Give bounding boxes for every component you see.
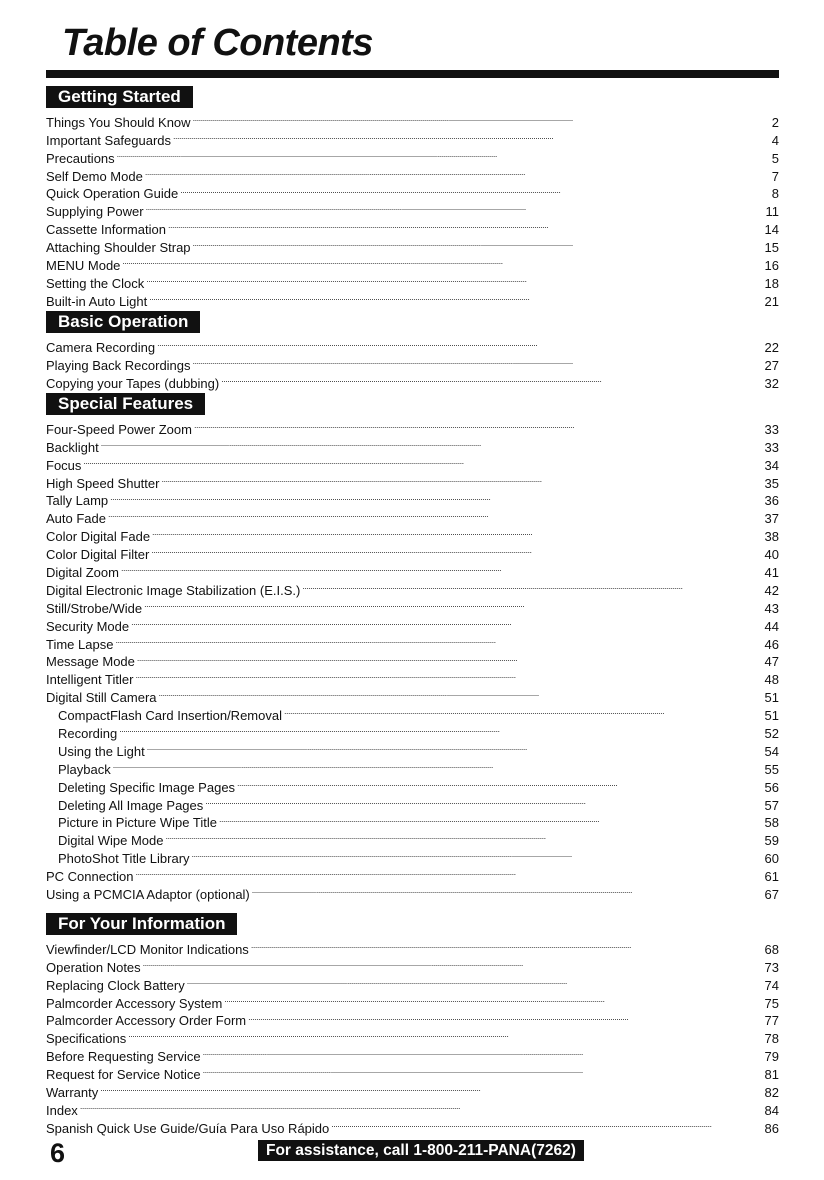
entry-page-number: 11 [765, 204, 779, 220]
dot-leader [135, 863, 762, 881]
toc-subentry[interactable] [46, 738, 779, 759]
section-special-features [46, 391, 779, 903]
toc-entry[interactable] [46, 252, 779, 274]
entry-page-number: 54 [764, 743, 779, 759]
dot-leader [152, 523, 762, 541]
dot-leader [331, 1115, 762, 1133]
entry-title: Specifications [46, 1031, 127, 1047]
dot-leader [119, 720, 762, 738]
toc-entry[interactable] [46, 972, 779, 993]
entry-title: MENU Mode [46, 258, 121, 274]
dot-leader [193, 234, 763, 252]
dot-leader [144, 595, 762, 613]
dot-leader [193, 109, 763, 127]
entry-title: Time Lapse [46, 636, 114, 652]
dot-leader [83, 452, 762, 470]
toc-entry[interactable] [46, 1115, 779, 1136]
entry-title: Backlight [46, 439, 99, 455]
dot-leader [121, 559, 763, 577]
entry-page-number: 75 [764, 995, 779, 1011]
entry-page-number: 74 [764, 977, 779, 993]
page-number: 6 [50, 1138, 66, 1168]
toc-entry[interactable] [46, 577, 779, 598]
entry-page-number: 33 [764, 421, 779, 437]
entry-title: Camera Recording [46, 339, 156, 355]
dot-leader [203, 1043, 763, 1061]
entry-page-number: 86 [764, 1120, 779, 1136]
entry-page-number: 57 [764, 797, 779, 813]
entry-page-number: 33 [764, 439, 779, 455]
toc-entry[interactable] [46, 684, 779, 706]
entry-title: Auto Fade [46, 511, 106, 527]
dot-leader [193, 352, 763, 370]
entry-title: Built-in Auto Light [46, 293, 148, 309]
dot-leader [284, 702, 763, 720]
title-rule [46, 70, 779, 78]
dot-leader [122, 252, 762, 270]
entry-title: Picture in Picture Wipe Title [58, 815, 217, 831]
entry-page-number: 18 [764, 275, 779, 291]
dot-leader [147, 738, 763, 756]
entry-page-number: 51 [764, 708, 779, 724]
toc-entry[interactable] [46, 595, 779, 616]
entry-title: Color Digital Fade [46, 529, 151, 545]
dot-leader [149, 288, 762, 306]
toc-entry[interactable] [46, 434, 779, 455]
dot-leader [145, 163, 763, 181]
dot-leader [113, 756, 763, 774]
toc-entry[interactable] [46, 666, 779, 688]
toc-entry[interactable] [46, 163, 779, 184]
entry-title: Playing Back Recordings [46, 357, 191, 373]
entry-page-number: 52 [764, 726, 779, 742]
entry-page-number: 55 [764, 761, 779, 777]
dot-leader [101, 434, 763, 452]
dot-leader [135, 666, 762, 684]
entry-page-number: 51 [764, 690, 779, 706]
entry-title: Digital Still Camera [46, 690, 157, 706]
entry-title: Focus [46, 457, 82, 473]
entry-title: Quick Operation Guide [46, 186, 179, 202]
toc-entry[interactable] [46, 631, 779, 652]
entry-page-number: 8 [771, 186, 779, 202]
entry-title: Request for Service Notice [46, 1067, 201, 1083]
section-getting-started [46, 84, 779, 309]
entry-page-number: 47 [764, 654, 779, 670]
entry-page-number: 22 [764, 339, 779, 355]
dot-leader [161, 470, 762, 488]
dot-leader [131, 613, 762, 631]
dot-leader [168, 216, 763, 234]
entry-page-number: 42 [764, 582, 779, 598]
toc-entry[interactable] [46, 863, 779, 885]
dot-leader [252, 881, 763, 899]
entry-page-number: 79 [764, 1049, 779, 1065]
toc-entry[interactable] [46, 288, 779, 309]
toc-entry[interactable] [46, 198, 779, 220]
dot-leader [224, 990, 762, 1008]
entry-title: High Speed Shutter [46, 475, 160, 491]
dot-leader [100, 1079, 762, 1097]
entry-title: Still/Strobe/Wide [46, 600, 143, 616]
dot-leader [205, 792, 762, 810]
toc-entry[interactable] [46, 488, 779, 509]
entry-title: Things You Should Know [46, 114, 191, 130]
dot-leader [128, 1025, 762, 1043]
toc-entry[interactable] [46, 505, 779, 527]
toc-entry[interactable] [46, 109, 779, 130]
entry-page-number: 41 [764, 565, 779, 581]
entry-title: Deleting All Image Pages [58, 797, 204, 813]
toc-entry[interactable] [46, 352, 779, 373]
entry-title: Before Requesting Service [46, 1049, 201, 1065]
entry-title: PC Connection [46, 869, 134, 885]
entry-page-number: 78 [764, 1031, 779, 1047]
entry-title: Tally Lamp [46, 493, 109, 509]
dot-leader [173, 127, 763, 145]
dot-leader [108, 505, 763, 523]
toc-entry[interactable] [46, 452, 779, 473]
toc-subentry[interactable] [46, 774, 779, 795]
entry-page-number: 46 [764, 636, 779, 652]
toc-entry[interactable] [46, 559, 779, 581]
entry-title: Copying your Tapes (dubbing) [46, 375, 220, 391]
entry-page-number: 68 [764, 941, 779, 957]
toc-entry[interactable] [46, 216, 779, 238]
toc-entry[interactable] [46, 881, 779, 903]
toc-subentry[interactable] [46, 756, 779, 777]
dot-leader [146, 198, 763, 216]
entry-page-number: 15 [764, 240, 779, 256]
entry-page-number: 56 [764, 779, 779, 795]
section-heading-label: Getting Started [46, 86, 193, 108]
entry-page-number: 34 [764, 457, 779, 473]
entry-title: Palmcorder Accessory Order Form [46, 1013, 247, 1029]
entry-title: Supplying Power [46, 204, 144, 220]
entry-title: Deleting Specific Image Pages [58, 779, 236, 795]
dot-leader [180, 181, 763, 199]
toc-entry[interactable] [46, 145, 779, 166]
entry-page-number: 16 [764, 258, 779, 274]
page-title: Table of Contents [62, 22, 373, 64]
entry-title: Using the Light [58, 743, 145, 759]
entry-title: Cassette Information [46, 222, 166, 238]
toc-entry[interactable] [46, 270, 779, 291]
toc-subentry[interactable] [46, 720, 779, 742]
entry-title: Digital Wipe Mode [58, 833, 164, 849]
toc-entry[interactable] [46, 334, 779, 355]
dot-leader [203, 1061, 763, 1079]
assistance-banner: For assistance, call 1-800-211-PANA(7262) [258, 1140, 584, 1161]
section-heading [46, 911, 779, 935]
entry-page-number: 48 [764, 672, 779, 688]
dot-leader [221, 370, 762, 388]
entry-page-number: 36 [764, 493, 779, 509]
toc-entry[interactable] [46, 1025, 779, 1047]
dot-leader [157, 334, 762, 352]
entry-page-number: 2 [771, 114, 779, 130]
entry-page-number: 84 [764, 1102, 779, 1118]
toc-entry[interactable] [46, 541, 779, 563]
dot-leader [151, 541, 762, 559]
section-heading [46, 391, 779, 415]
dot-leader [251, 936, 763, 954]
dot-leader [146, 270, 762, 288]
entry-title: CompactFlash Card Insertion/Removal [58, 708, 282, 724]
entry-page-number: 67 [764, 887, 779, 903]
dot-leader [80, 1097, 763, 1115]
dot-leader [219, 810, 763, 828]
entry-title: Viewfinder/LCD Monitor Indications [46, 941, 249, 957]
entry-page-number: 82 [764, 1085, 779, 1101]
section-for-your-information [46, 911, 779, 1136]
dot-leader [117, 145, 763, 163]
entry-page-number: 77 [764, 1013, 779, 1029]
entry-page-number: 81 [764, 1067, 779, 1083]
entry-page-number: 61 [764, 869, 779, 885]
entry-title: PhotoShot Title Library [58, 851, 190, 867]
toc-entry[interactable] [46, 649, 779, 670]
toc-entry[interactable] [46, 1097, 779, 1118]
entry-page-number: 37 [764, 511, 779, 527]
entry-title: Warranty [46, 1085, 99, 1101]
dot-leader [110, 488, 762, 506]
dot-leader [137, 649, 763, 667]
dot-leader [187, 972, 763, 990]
dot-leader [194, 416, 763, 434]
entry-title: Security Mode [46, 618, 130, 634]
dot-leader [159, 684, 763, 702]
toc-entry[interactable] [46, 954, 779, 975]
dot-leader [192, 845, 763, 863]
section-heading [46, 309, 779, 333]
dot-leader [143, 954, 763, 972]
dot-leader [166, 827, 763, 845]
entry-page-number: 27 [764, 357, 779, 373]
entry-title: Digital Zoom [46, 565, 119, 581]
dot-leader [237, 774, 762, 792]
dot-leader [302, 577, 762, 595]
toc-entry[interactable] [46, 470, 779, 491]
toc-entry[interactable] [46, 416, 779, 437]
entry-title: Operation Notes [46, 959, 141, 975]
section-heading [46, 84, 779, 108]
entry-title: Replacing Clock Battery [46, 977, 185, 993]
toc-entry[interactable] [46, 936, 779, 957]
entry-page-number: 60 [764, 851, 779, 867]
toc-entry[interactable] [46, 613, 779, 634]
section-heading-label: Special Features [46, 393, 205, 415]
toc-entry[interactable] [46, 523, 779, 545]
entry-title: Digital Electronic Image Stabilization (E.I.S.) [46, 582, 301, 598]
entry-title: Color Digital Filter [46, 547, 150, 563]
entry-page-number: 38 [764, 529, 779, 545]
entry-title: Playback [58, 761, 111, 777]
entry-page-number: 40 [764, 547, 779, 563]
entry-page-number: 58 [764, 815, 779, 831]
toc-entry[interactable] [46, 1043, 779, 1065]
entry-page-number: 59 [764, 833, 779, 849]
entry-title: Index [46, 1102, 78, 1118]
entry-title: Spanish Quick Use Guide/Guía Para Uso Rápido [46, 1120, 330, 1136]
entry-page-number: 44 [764, 618, 779, 634]
entry-title: Attaching Shoulder Strap [46, 240, 191, 256]
toc-entry[interactable] [46, 1079, 779, 1101]
section-heading-label: For Your Information [46, 913, 237, 935]
entry-page-number: 5 [771, 150, 779, 166]
entry-title: Using a PCMCIA Adaptor (optional) [46, 887, 250, 903]
toc-entry[interactable] [46, 181, 779, 202]
entry-title: Message Mode [46, 654, 135, 670]
entry-page-number: 32 [764, 375, 779, 391]
entry-title: Palmcorder Accessory System [46, 995, 223, 1011]
entry-title: Important Safeguards [46, 132, 172, 148]
entry-page-number: 73 [764, 959, 779, 975]
entry-page-number: 35 [764, 475, 779, 491]
entry-title: Self Demo Mode [46, 168, 143, 184]
section-basic-operation [46, 309, 779, 391]
dot-leader [115, 631, 762, 649]
entry-page-number: 43 [764, 600, 779, 616]
entry-page-number: 21 [764, 293, 779, 309]
entry-title: Recording [58, 726, 118, 742]
entry-page-number: 14 [764, 222, 779, 238]
entry-title: Intelligent Titler [46, 672, 134, 688]
section-heading-label: Basic Operation [46, 311, 200, 333]
entry-page-number: 4 [771, 132, 779, 148]
entry-title: Four-Speed Power Zoom [46, 421, 192, 437]
entry-title: Setting the Clock [46, 275, 145, 291]
entry-title: Precautions [46, 150, 115, 166]
entry-page-number: 7 [771, 168, 779, 184]
dot-leader [248, 1008, 762, 1026]
